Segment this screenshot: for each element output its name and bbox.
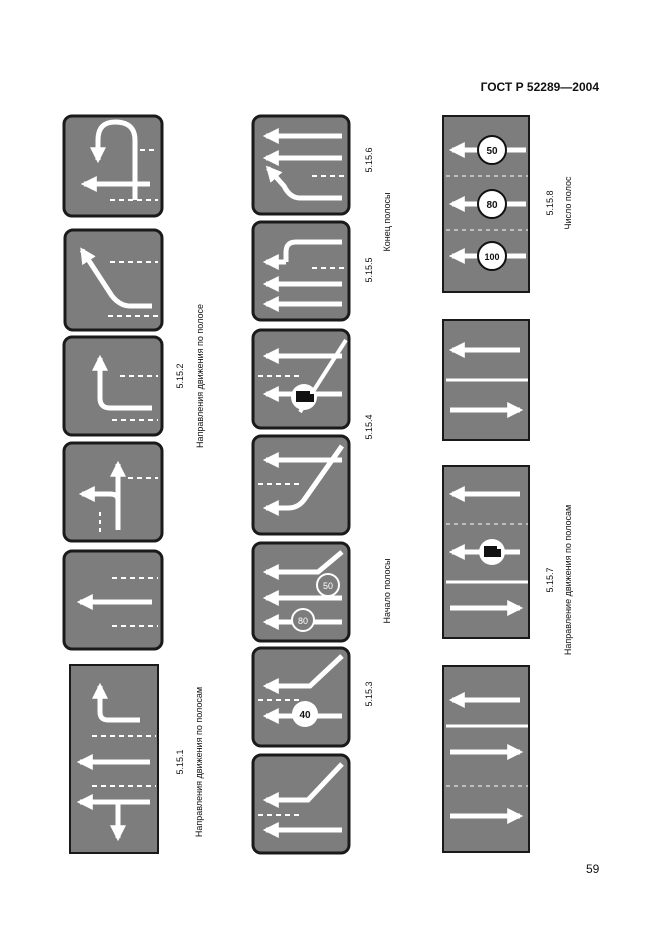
caption-5-15-7-number: 5.15.7	[545, 567, 555, 593]
caption-5-15-8-text: Число полос	[563, 176, 573, 230]
caption-5-15-2-text: Направления движения по полосе	[195, 304, 205, 448]
page-number: 59	[586, 862, 600, 876]
sign-5-15-2-fork	[64, 443, 162, 541]
sign-5-15-3-d	[253, 755, 349, 853]
sign-5-15-3-c	[253, 648, 349, 746]
caption-5-15-2-number: 5.15.2	[175, 363, 185, 389]
sign-5-15-7-two-way	[443, 320, 529, 440]
speed-50b: 50	[322, 581, 334, 591]
caption-5-15-6-number: 5.15.6	[364, 147, 374, 173]
caption-5-15-1-number: 5.15.1	[175, 749, 185, 775]
sign-5-15-3-b	[253, 543, 349, 641]
sign-5-15-1	[70, 665, 158, 853]
sign-5-15-2-left	[64, 551, 162, 649]
caption-5-15-8-number: 5.15.8	[545, 190, 555, 216]
speed-80: 80	[486, 200, 498, 211]
caption-5-15-3-text: Начало полосы	[382, 558, 392, 624]
caption-5-15-7-text: Направление движения по полосам	[563, 504, 573, 656]
speed-40: 40	[299, 710, 311, 721]
caption-5-15-5-number: 5.15.5	[364, 257, 374, 283]
sign-5-15-6	[253, 116, 349, 214]
sign-5-15-7-three-lane	[443, 666, 529, 852]
sign-5-15-2-diagonal	[65, 230, 162, 330]
sign-5-15-2-up-right	[64, 337, 162, 435]
sign-5-15-4	[253, 330, 349, 428]
standard-header: ГОСТ Р 52289—2004	[480, 80, 599, 94]
sign-5-15-5	[253, 222, 349, 320]
caption-5-15-3-number: 5.15.3	[364, 681, 374, 707]
caption-5-15-1-text: Направления движения по полосам	[194, 686, 204, 838]
speed-80b: 80	[297, 616, 309, 626]
sign-5-15-3-a	[253, 436, 349, 534]
speed-100: 100	[484, 252, 500, 262]
sign-5-15-7-truck	[443, 466, 529, 638]
sign-5-15-2-uturn	[64, 116, 162, 216]
caption-5-15-5-6-text: Конец полосы	[382, 192, 392, 252]
caption-5-15-4-number: 5.15.4	[364, 414, 374, 440]
speed-50: 50	[486, 146, 498, 157]
